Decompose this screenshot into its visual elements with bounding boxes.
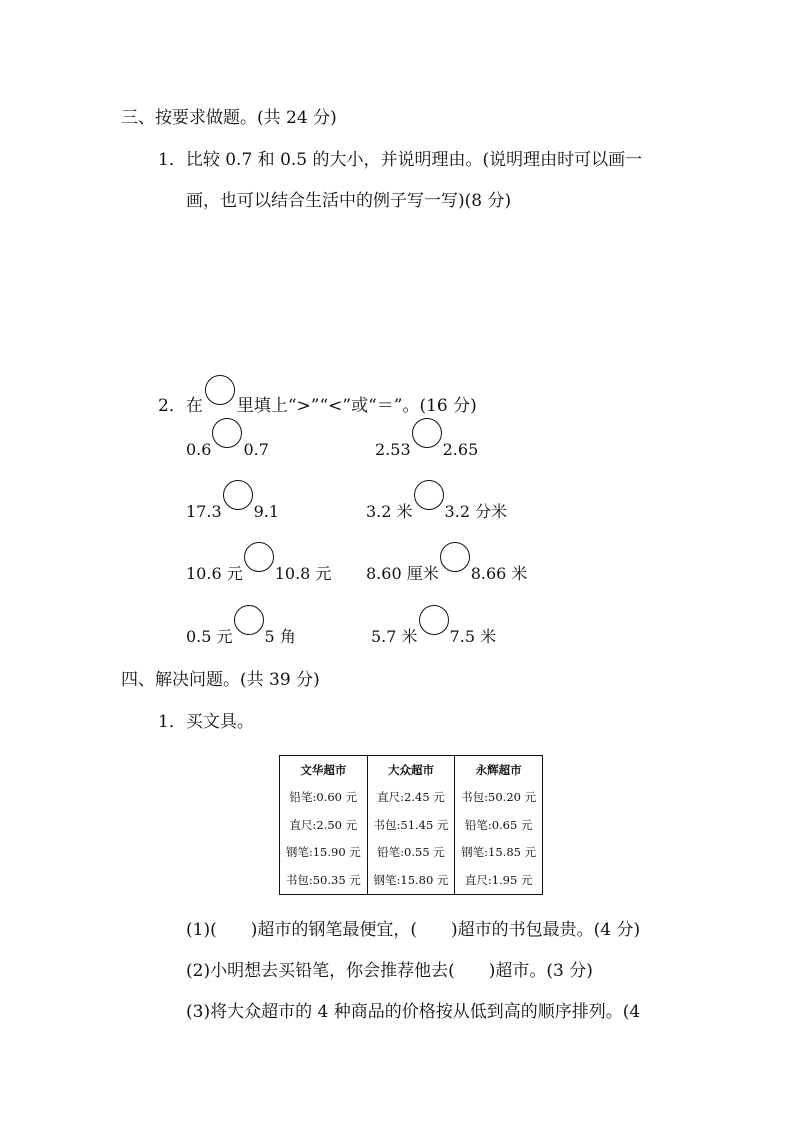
answer-circle[interactable] (234, 605, 264, 635)
comparison-item (186, 482, 279, 522)
subquestion-1 (186, 919, 640, 941)
comparison-right: 3.2 分米 (444, 502, 508, 521)
subquestion-2-part-b: )超市。(3 分) (488, 961, 593, 981)
section3-heading: 三、按要求做题。(共 24 分) (121, 108, 337, 128)
comparison-item (371, 607, 496, 647)
answer-circle[interactable] (223, 480, 253, 510)
answer-circle[interactable] (419, 605, 449, 635)
table-row (280, 839, 543, 867)
table-cell: 书包:50.35 元 (280, 866, 368, 894)
table-header-cell: 文华超市 (280, 756, 368, 784)
comparison-item (366, 544, 527, 584)
section4-heading: 四、解决问题。(共 39 分) (121, 670, 320, 690)
comparison-right: 0.7 (243, 440, 269, 459)
subquestion-2 (186, 960, 593, 982)
table-header-cell: 永辉超市 (455, 756, 543, 784)
comparison-right: 8.66 米 (470, 564, 528, 583)
table-cell: 铅笔:0.65 元 (455, 811, 543, 839)
table-cell: 铅笔:0.60 元 (280, 784, 368, 812)
subquestion-1-part-a: (1)( (186, 920, 217, 940)
comparison-left: 10.6 元 (186, 564, 243, 583)
table-cell: 铅笔:0.55 元 (367, 839, 455, 867)
table-cell: 直尺:2.45 元 (367, 784, 455, 812)
subquestion-3: (3)将大众超市的 4 种商品的价格按从低到高的顺序排列。(4 (186, 1002, 641, 1022)
table-row (280, 866, 543, 894)
answer-circle[interactable] (212, 418, 242, 448)
comparison-left: 3.2 米 (366, 502, 413, 521)
table-cell: 钢笔:15.85 元 (455, 839, 543, 867)
comparison-right: 2.65 (442, 440, 479, 459)
comparison-left: 8.60 厘米 (366, 564, 439, 583)
comparison-item (186, 607, 296, 647)
table-cell: 钢笔:15.80 元 (367, 866, 455, 894)
table-cell: 书包:50.20 元 (455, 784, 543, 812)
comparison-left: 17.3 (186, 502, 222, 521)
comparison-left: 0.5 元 (186, 627, 233, 646)
table-header-cell: 大众超市 (367, 756, 455, 784)
comparison-item (186, 420, 269, 460)
question2-instruction (158, 375, 477, 417)
comparison-right: 5 角 (264, 627, 296, 646)
comparison-left: 2.53 (375, 440, 411, 459)
question1-line2: 画，也可以结合生活中的例子写一写)(8 分) (186, 191, 512, 211)
subquestion-1-part-b: )超市的钢笔最便宜，( (250, 920, 417, 940)
comparison-item (366, 482, 507, 522)
comparison-right: 10.8 元 (274, 564, 332, 583)
answer-circle[interactable] (244, 542, 274, 572)
question2-prefix: 2．在 (158, 396, 203, 416)
answer-circle[interactable] (440, 542, 470, 572)
table-cell: 钢笔:15.90 元 (280, 839, 368, 867)
comparison-right: 7.5 米 (449, 627, 497, 646)
table-row (280, 784, 543, 812)
table-cell: 直尺:1.95 元 (455, 866, 543, 894)
comparison-item (186, 544, 331, 584)
price-table (279, 755, 543, 895)
question1-line1: 1．比较 0.7 和 0.5 的大小，并说明理由。(说明理由时可以画一 (158, 150, 643, 170)
answer-circle[interactable] (412, 418, 442, 448)
table-cell: 直尺:2.50 元 (280, 811, 368, 839)
table-cell: 书包:51.45 元 (367, 811, 455, 839)
answer-circle[interactable] (414, 480, 444, 510)
comparison-right: 9.1 (253, 502, 280, 521)
comparison-left: 0.6 (186, 440, 212, 459)
question2-suffix: 里填上“>”“<”或“＝”。(16 分) (236, 396, 477, 416)
table-row (280, 811, 543, 839)
table-header-row (280, 756, 543, 784)
circle-symbol (205, 375, 235, 405)
comparison-item (375, 420, 478, 460)
subquestion-1-part-c: )超市的书包最贵。(4 分) (450, 920, 641, 940)
subquestion-2-part-a: (2)小明想去买铅笔，你会推荐他去( (186, 961, 455, 981)
comparison-left: 5.7 米 (371, 627, 418, 646)
section4-question1-title: 1．买文具。 (158, 712, 254, 732)
